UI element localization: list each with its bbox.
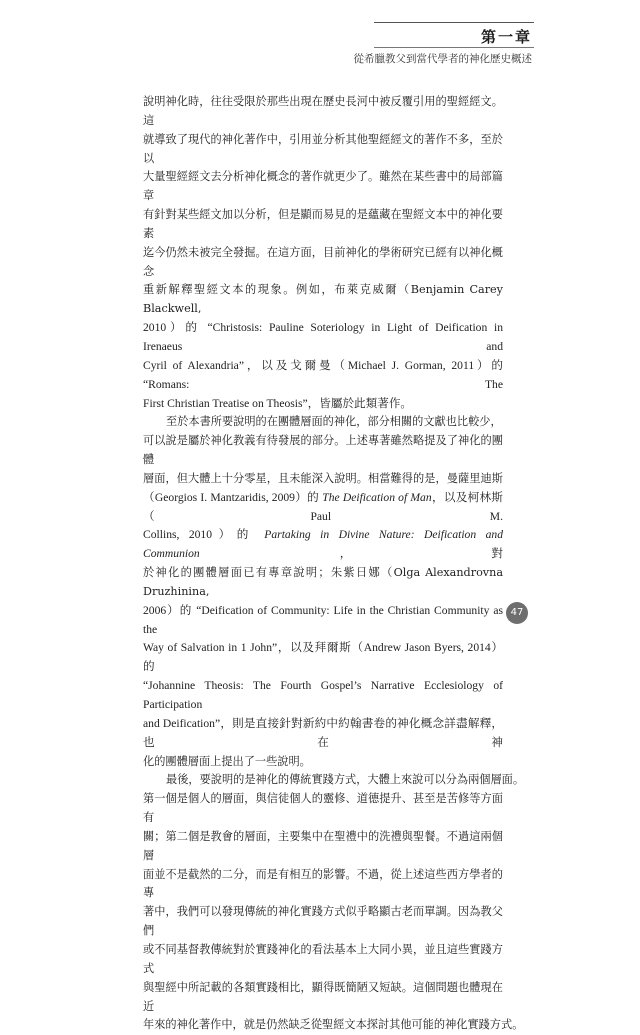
text-line: 有針對某些經文加以分析，但是顯而易見的是蘊藏在聖經文本中的神化要素 (143, 208, 503, 240)
text-line: 年來的神化著作中，就是仍然缺乏從聖經文本探討其他可能的神化實踐方式。 (143, 1018, 524, 1032)
text-line: 與聖經中所記載的各類實踐相比，顯得既簡陋又短缺。這個問題也體現在近 (143, 980, 503, 1013)
text-line: First Christian Treatise on Theosis”，皆屬於此類著作。 (143, 396, 413, 410)
text-line: 大量聖經經文去分析神化概念的著作就更少了。雖然在某些書中的局部篇章 (143, 170, 503, 203)
text-line: Collins, 2010）的 Partaking in Divine Nature: Deification and Communion，對 (143, 528, 503, 561)
text-line: 於神化的團體層面已有專章說明；朱紫日娜（Olga Alexandrovna Druzhinina, (143, 566, 503, 598)
text-line: 2010）的 “Christosis: Pauline Soteriology in Light of Deification in Irenaeus and (143, 321, 503, 353)
text-line: 層面，但大體上十分零星，且未能深入說明。相當難得的是，曼薩里迪斯 (143, 471, 503, 485)
text-line: 關；第二個是教會的層面，主要集中在聖禮中的洗禮與聖餐。不過這兩個層 (143, 829, 503, 862)
text-line: 迄今仍然未被完全發掘。在這方面，目前神化的學術研究已經有以神化概念 (143, 245, 503, 278)
text-line: 重新解釋聖經文本的現象。例如，布萊克威爾（Benjamin Carey Blackwell, (143, 283, 503, 316)
text-line: 可以說是屬於神化教義有待發展的部分。上述專著雖然略提及了神化的團體 (143, 434, 503, 467)
running-header-subtitle: 從希臘教父到當代學者的神化歷史概述 (353, 53, 532, 65)
text-line: 就導致了現代的神化著作中，引用並分析其他聖經經文的著作不多，至於以 (143, 132, 503, 165)
text-line: Cyril of Alexandria”，以及戈爾曼（Michael J. Gorman, 2011）的 “Romans: The (143, 358, 503, 391)
text-line: “Johannine Theosis: The Fourth Gospel’s Narrative Ecclesiology of Participation (143, 679, 503, 711)
paragraph-3 (143, 771, 525, 1035)
text-line: （Georgios I. Mantzaridis, 2009）的 The Deification of Man，以及柯林斯（Paul M. (143, 490, 503, 523)
text-line: 至於本書所要說明的在團體層面的神化，部分相關的文獻也比較少， (166, 415, 502, 429)
text-line: 最後，要說明的是神化的傳統實踐方式，大體上來說可以分為兩個層面。 (166, 773, 525, 787)
paragraph-1 (143, 93, 503, 413)
text-line: 著中，我們可以發現傳統的神化實踐方式似乎略顯古老而單調。因為教父們 (143, 905, 503, 938)
text-line: 說明神化時，往往受限於那些出現在歷史長河中被反覆引用的聖經經文。這 (143, 95, 503, 127)
text-line: 2006）的 “Deification of Community: Life in the Christian Community as the (143, 603, 503, 636)
header-rule-bottom (374, 47, 534, 48)
text-line: 第一個是個人的層面，與信徒個人的靈修、道德提升、甚至是苦修等方面有 (143, 792, 503, 825)
text-line: 面並不是截然的二分，而是有相互的影響。不過，從上述這些西方學者的專 (143, 867, 503, 900)
text-line: Way of Salvation in 1 John”，以及拜爾斯（Andrew Jason Byers, 2014）的 (143, 641, 503, 674)
chapter-title: 第一章 (480, 28, 532, 46)
text-line: 或不同基督教傳統對於實踐神化的看法基本上大同小異，並且這些實踐方式 (143, 942, 503, 975)
text-line: 化的團體層面上提出了一些說明。 (143, 754, 311, 768)
text-line: and Deification”，則是直接針對新約中約翰書卷的神化概念詳盡解釋，也在神 (143, 716, 503, 749)
header-rule-top (374, 22, 534, 23)
page-number-badge: 47 (506, 602, 528, 624)
paragraph-2 (143, 413, 503, 771)
